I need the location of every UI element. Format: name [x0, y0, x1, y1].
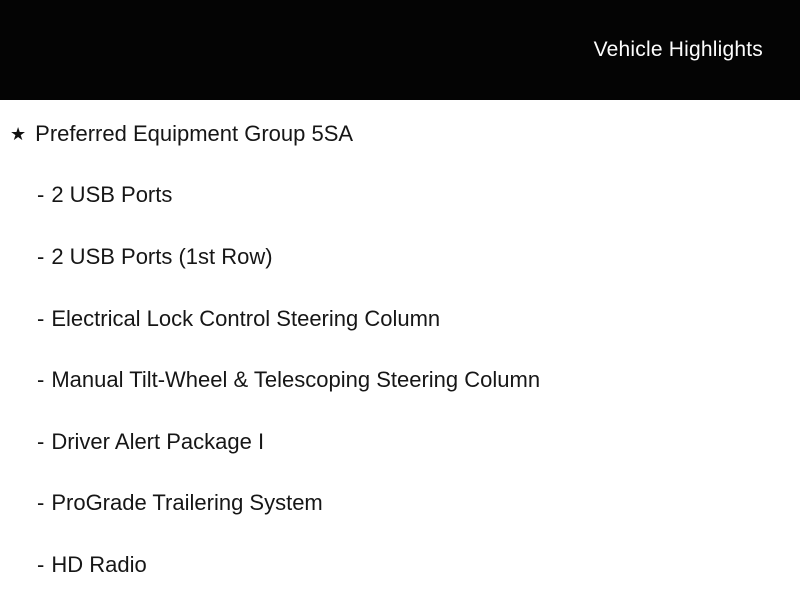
list-item [0, 411, 800, 473]
star-icon: ★ [10, 123, 27, 144]
list-item [0, 349, 800, 411]
list-item [0, 165, 800, 227]
list-item [0, 534, 800, 596]
dash-bullet: - [37, 490, 45, 516]
dash-bullet: - [37, 243, 45, 269]
list-item-label: Electrical Lock Control Steering Column [51, 305, 441, 331]
list-item [0, 288, 800, 350]
list-item-group [0, 103, 800, 165]
list-item [0, 473, 800, 535]
list-item-label: 2 USB Ports (1st Row) [51, 243, 273, 269]
highlights-list [0, 100, 800, 596]
list-item-label: ProGrade Trailering System [51, 490, 323, 516]
list-item-label: 2 USB Ports [51, 182, 173, 208]
dash-bullet: - [37, 551, 45, 577]
dash-bullet: - [37, 305, 45, 331]
list-item-label: Manual Tilt-Wheel & Telescoping Steering Column [51, 367, 541, 393]
dash-bullet: - [37, 367, 45, 393]
group-label: Preferred Equipment Group 5SA [35, 120, 354, 146]
dash-bullet: - [37, 182, 45, 208]
list-item-label: HD Radio [51, 551, 147, 577]
list-item [0, 226, 800, 288]
list-item-label: Driver Alert Package I [51, 428, 265, 454]
dash-bullet: - [37, 428, 45, 454]
header-bar [0, 0, 800, 100]
page-title: Vehicle Highlights [593, 38, 763, 61]
